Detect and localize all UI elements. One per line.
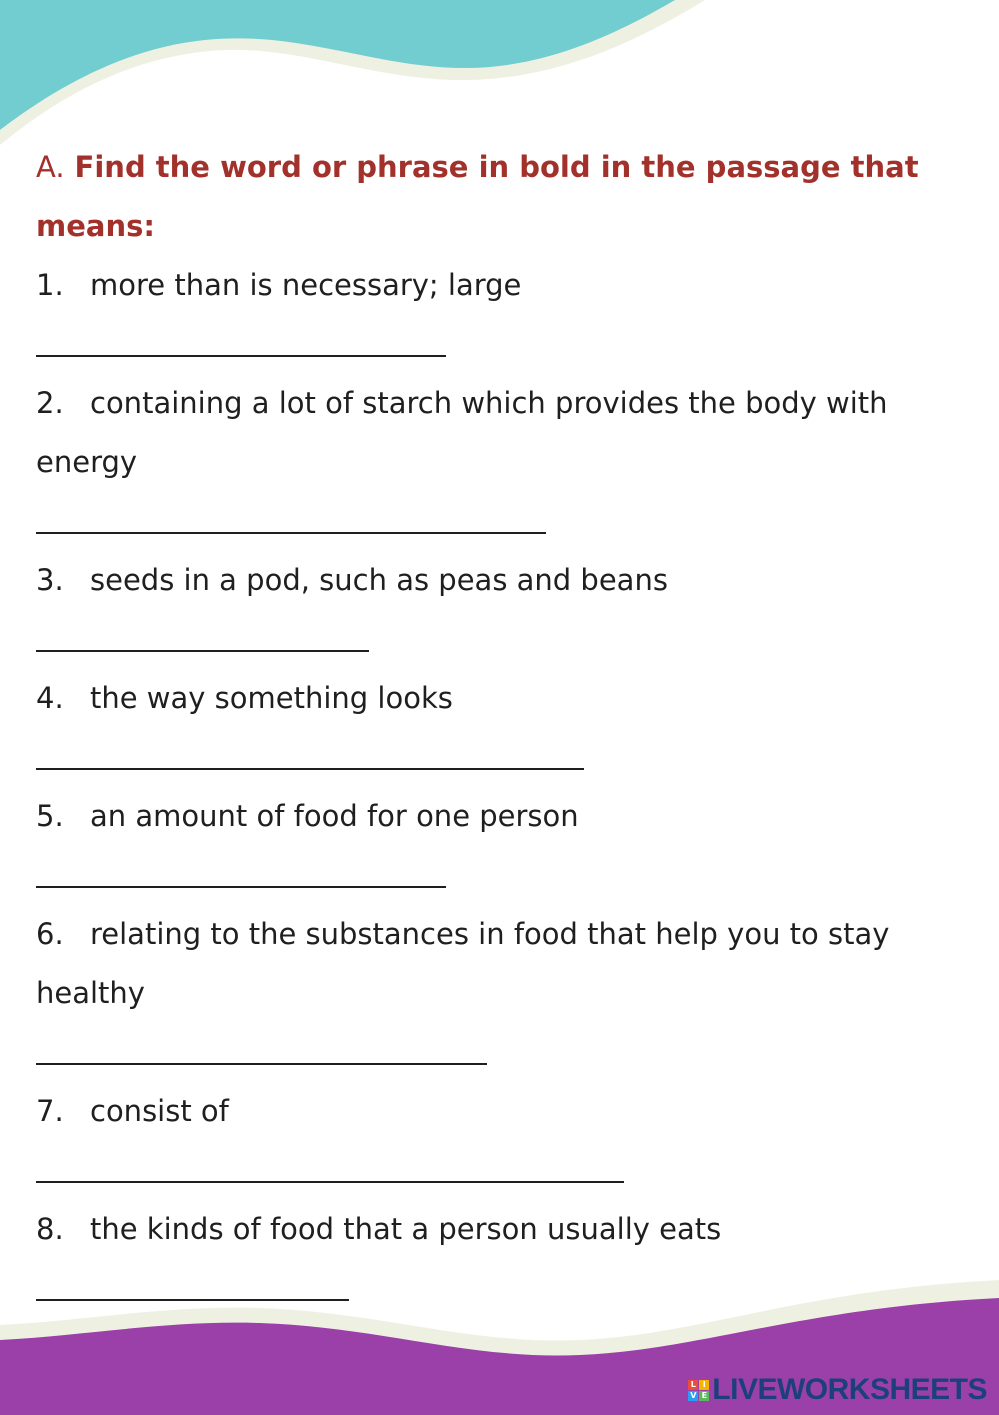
logo-text: LIVEWORKSHEETS	[712, 1373, 987, 1406]
answer-blank-3[interactable]	[36, 610, 936, 669]
logo-mark-letter: V	[690, 1390, 697, 1400]
worksheet-content	[36, 138, 936, 1318]
logo-mark-letter: E	[699, 1391, 709, 1401]
question-5	[36, 787, 936, 846]
section-title: Find the word or phrase in bold in the passage that means:	[36, 150, 919, 243]
liveworksheets-mark-icon	[688, 1380, 709, 1401]
question-number: 3.	[36, 563, 64, 597]
question-4	[36, 669, 936, 728]
answer-blank-2[interactable]	[36, 492, 936, 551]
question-number: 1.	[36, 268, 64, 302]
section-letter: A.	[36, 150, 65, 184]
question-text: the kinds of food that a person usually eats	[90, 1212, 722, 1246]
question-3	[36, 551, 936, 610]
question-text: consist of	[90, 1094, 229, 1128]
logo-mark-letter: L	[688, 1380, 698, 1390]
question-text: containing a lot of starch which provides the body with energy	[36, 386, 888, 479]
question-7	[36, 1082, 936, 1141]
question-number: 6.	[36, 917, 64, 951]
answer-blank-5[interactable]	[36, 846, 936, 905]
liveworksheets-logo[interactable]	[688, 1373, 987, 1407]
top-wave-decoration	[0, 0, 999, 150]
question-2	[36, 374, 936, 492]
question-text: seeds in a pod, such as peas and beans	[90, 563, 668, 597]
question-number: 7.	[36, 1094, 64, 1128]
question-number: 8.	[36, 1212, 64, 1246]
question-text: the way something looks	[90, 681, 453, 715]
question-text: relating to the substances in food that help you to stay healthy	[36, 917, 890, 1010]
question-1	[36, 256, 936, 315]
answer-blank-6[interactable]	[36, 1023, 936, 1082]
question-6	[36, 905, 936, 1023]
logo-mark-letter: I	[699, 1380, 709, 1390]
question-8	[36, 1200, 936, 1259]
question-text: an amount of food for one person	[90, 799, 579, 833]
answer-blank-1[interactable]	[36, 315, 936, 374]
question-number: 2.	[36, 386, 64, 420]
answer-blank-8[interactable]	[36, 1259, 936, 1318]
question-number: 5.	[36, 799, 64, 833]
section-heading	[36, 138, 936, 256]
answer-blank-7[interactable]	[36, 1141, 936, 1200]
question-number: 4.	[36, 681, 64, 715]
question-text: more than is necessary; large	[90, 268, 522, 302]
answer-blank-4[interactable]	[36, 728, 936, 787]
